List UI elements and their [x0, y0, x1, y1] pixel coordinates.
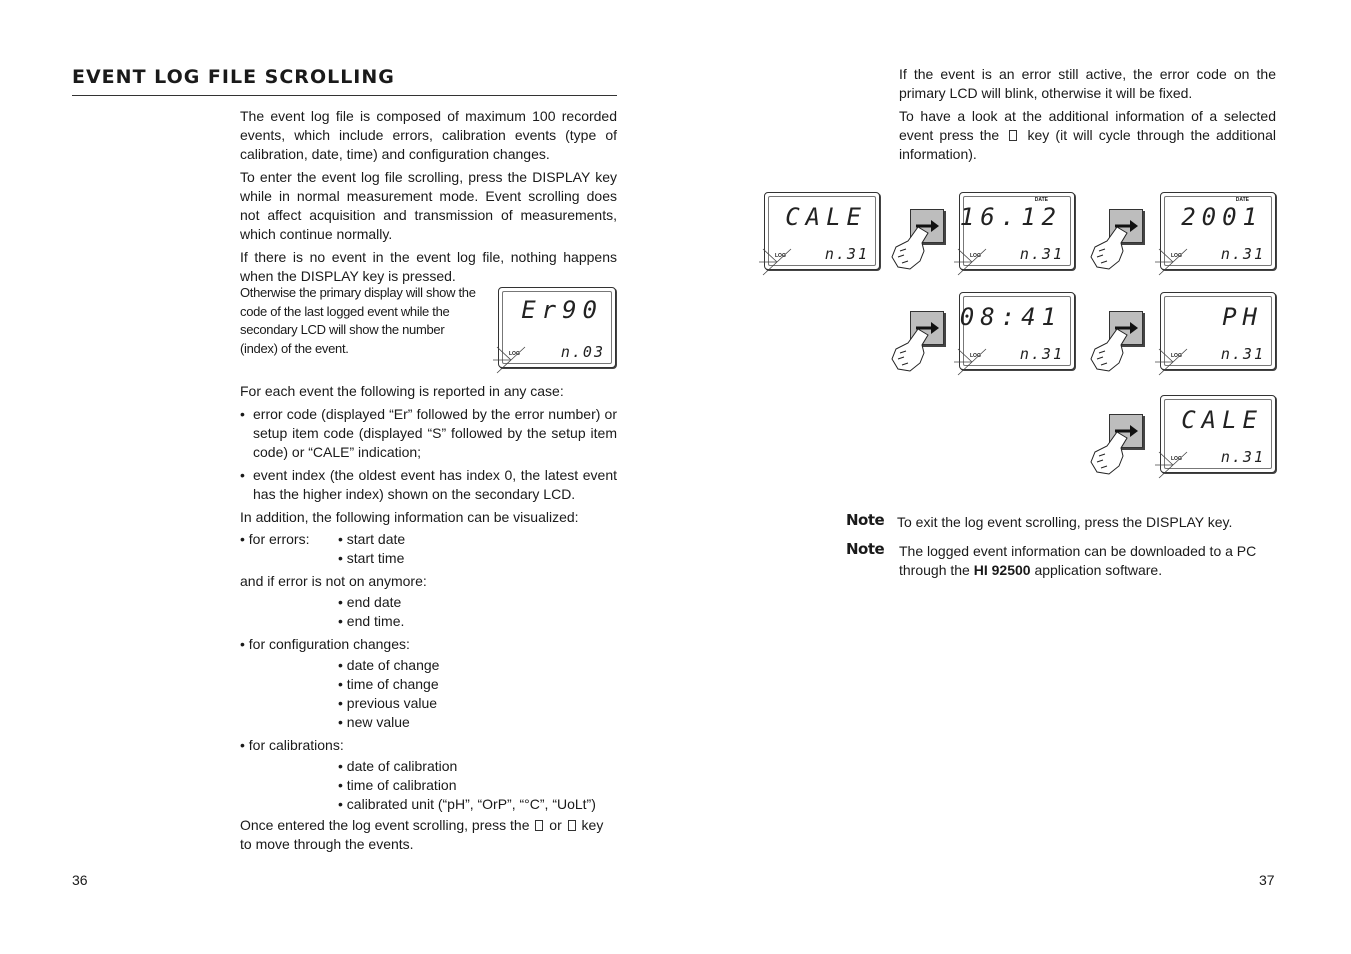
lcd-secondary-text: n.31 — [1220, 345, 1265, 363]
blink-rays-icon — [757, 247, 797, 277]
note-label-2: Note — [846, 540, 885, 558]
lcd-display — [1160, 395, 1276, 473]
software-name: HI 92500 — [973, 562, 1031, 578]
otherwise-text: Otherwise the primary display will show the code of the last logged event while the secondary LCD will show the number (index) of the event. — [240, 285, 476, 356]
lcd-log-label: LOG — [1171, 456, 1182, 462]
if-error-text: and if error is not on anymore: — [240, 573, 427, 589]
intro-text — [240, 107, 617, 290]
paragraph-1: The event log file is composed of maximum 100 recorded events, which include errors, calibration events (type of calibration, date, time) and configuration changes. — [240, 108, 617, 162]
lcd-main-text: 2001 — [1181, 203, 1263, 231]
blink-rays-icon — [952, 347, 992, 377]
errors-label: • for errors: — [240, 531, 310, 547]
blink-rays-icon — [1153, 450, 1193, 480]
lcd-main-text: CALE — [1181, 406, 1263, 434]
right-intro — [899, 65, 1276, 168]
calib-label: • for calibrations: — [240, 737, 344, 753]
lcd-main-text: 16.12 — [959, 203, 1062, 231]
closing-text: Once entered the log event scrolling, press the or key to move through the events. — [240, 817, 604, 852]
note-text-1: To exit the log event scrolling, press the DISPLAY key. — [897, 514, 1233, 530]
lcd-display — [1160, 192, 1276, 270]
lcd-display — [1160, 292, 1276, 370]
lcd-date-label: DATE — [1034, 197, 1048, 203]
lcd-main-text: PH — [1222, 303, 1263, 331]
config-item: • previous value — [338, 695, 438, 711]
addition-intro: In addition, the following information can be visualized: — [240, 509, 579, 525]
lcd-example — [498, 287, 616, 368]
paragraph-2: To enter the event log file scrolling, press the DISPLAY key while in normal measurement mode. Event scrolling does not affect acquisition and transmission of measurements, which continue normally. — [240, 169, 617, 242]
lcd-secondary-text: n.31 — [824, 245, 869, 263]
right-para-1: If the event is an error still active, the error code on the primary LCD will blink, otherwise it will be fixed. — [899, 66, 1276, 101]
config-item: • new value — [338, 714, 410, 730]
up-key-glyph — [535, 820, 543, 831]
errors-item: • start time — [338, 550, 405, 566]
note-text-2: The logged event information can be downloaded to a PC through the HI 92500 application software. — [899, 543, 1257, 578]
lcd-display — [764, 192, 880, 270]
calib-item: • time of calibration — [338, 777, 457, 793]
config-item: • date of change — [338, 657, 440, 673]
info-lists — [240, 530, 640, 814]
blink-rays-icon — [1153, 347, 1193, 377]
reported-bullet-1: • error code (displayed “Er” followed by the error number) or setup item code (displayed “S” followed by the setup item code) or “CALE” indication; — [240, 406, 617, 460]
hand-pointer-icon — [888, 223, 932, 271]
error-end-item: • end date — [338, 594, 402, 610]
note-label-1: Note — [846, 511, 885, 529]
hand-pointer-icon — [888, 325, 932, 373]
calib-item: • date of calibration — [338, 758, 458, 774]
blink-rays-icon — [952, 247, 992, 277]
page-number-left: 36 — [72, 872, 88, 888]
lcd-secondary-text: n.31 — [1019, 245, 1064, 263]
lcd-display — [959, 192, 1075, 270]
lcd-log-label: LOG — [509, 351, 520, 357]
hand-pointer-icon — [1087, 325, 1131, 373]
lcd-log-label: LOG — [970, 353, 981, 359]
lcd-log-label: LOG — [970, 253, 981, 259]
right-para-2: To have a look at the additional information of a selected event press the key (it will cycle through the additional information). — [899, 108, 1276, 162]
down-key-glyph — [568, 820, 576, 831]
lcd-secondary-text: n.03 — [560, 343, 605, 361]
lcd-date-label: DATE — [1235, 197, 1249, 203]
lcd-secondary-text: n.31 — [1220, 448, 1265, 466]
key-glyph — [1009, 130, 1017, 141]
errors-item: • start date — [338, 531, 406, 547]
lcd-log-label: LOG — [1171, 353, 1182, 359]
blink-rays-icon — [1153, 247, 1193, 277]
title-rule — [72, 95, 617, 96]
page-title: EVENT LOG FILE SCROLLING — [72, 66, 395, 88]
lcd-secondary-text: n.31 — [1220, 245, 1265, 263]
error-end-item: • end time. — [338, 613, 405, 629]
hand-pointer-icon — [1087, 428, 1131, 476]
lcd-main-text: 08:41 — [959, 303, 1062, 331]
hand-pointer-icon — [1087, 223, 1131, 271]
reported-intro: For each event the following is reported in any case: — [240, 383, 564, 399]
page-number-right: 37 — [1259, 872, 1275, 888]
lcd-secondary-text: n.31 — [1019, 345, 1064, 363]
reported-section — [240, 382, 617, 531]
calib-item: • calibrated unit (“pH”, “OrP”, “°C”, “UoLt”) — [338, 796, 596, 812]
lcd-log-label: LOG — [775, 253, 786, 259]
lcd-display — [959, 292, 1075, 370]
lcd-log-label: LOG — [1171, 253, 1182, 259]
lcd-main-text: Er90 — [521, 296, 603, 324]
config-label: • for configuration changes: — [240, 636, 410, 652]
paragraph-3: If there is no event in the event log file, nothing happens when the DISPLAY key is pressed. — [240, 249, 617, 284]
blink-rays-icon — [491, 345, 531, 375]
config-item: • time of change — [338, 676, 439, 692]
reported-bullet-2: • event index (the oldest event has index 0, the latest event has the higher index) shown on the secondary LCD. — [240, 467, 617, 502]
lcd-main-text: CALE — [785, 203, 867, 231]
